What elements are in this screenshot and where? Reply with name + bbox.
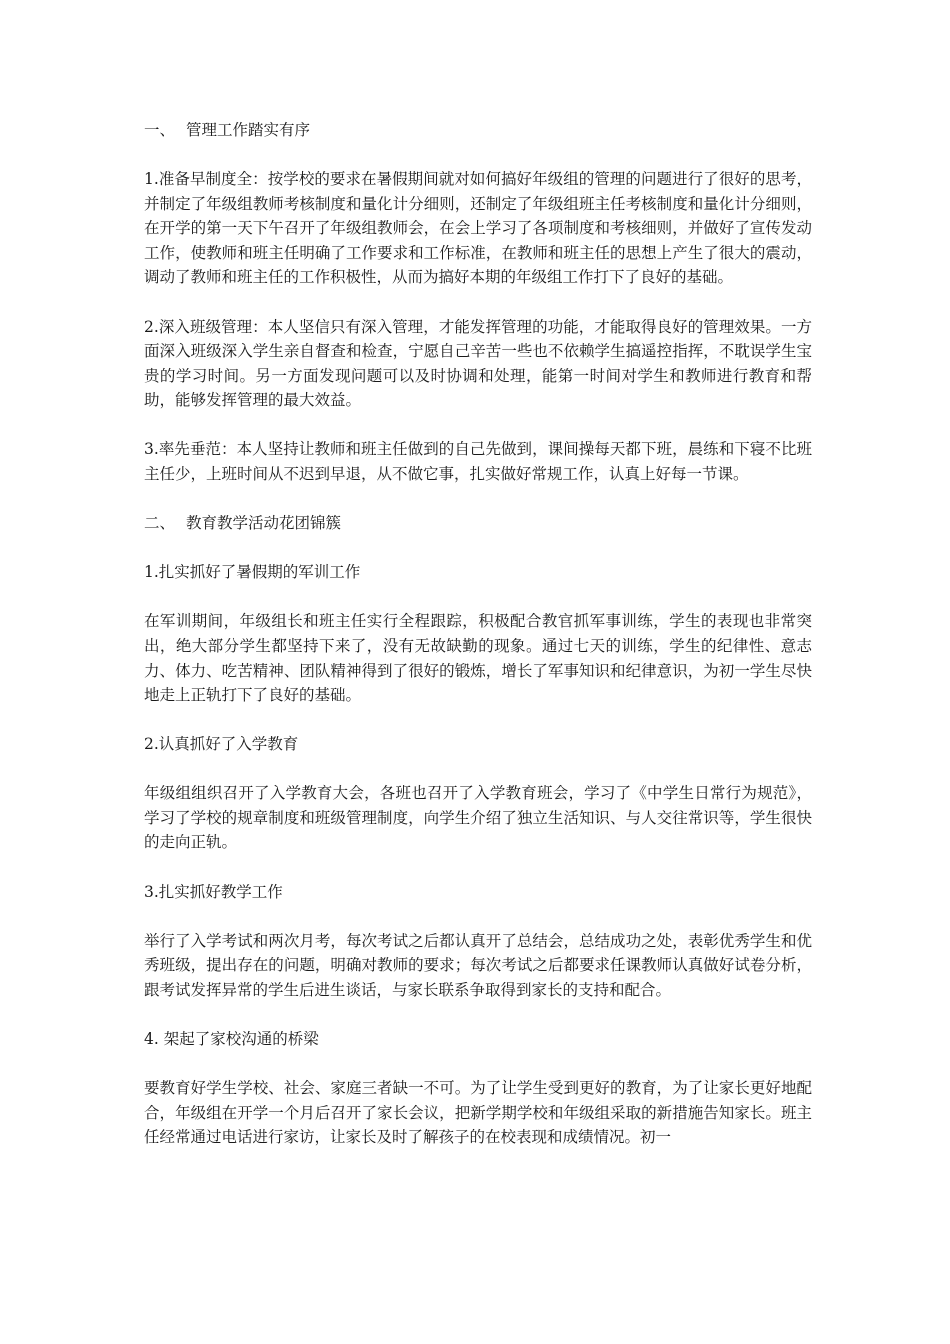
paragraph: 1.准备早制度全：按学校的要求在暑假期间就对如何搞好年级组的管理的问题进行了很好的思考，并制定了年级组教师考核制度和量化计分细则，还制定了年级组班主任考核制度和量化计分细则，在开学的第一天下午召开了年级组教师会，在会上学习了各项制度和考核细则，并做好了宣传发动工作，使教师和班主任明确了工作要求和工作标准，在教师和班主任的思想上产生了很大的震动，调动了教师和班主任的工作积极性，从而为搞好本期的年级组工作打下了良好的基础。	[144, 170, 812, 287]
paragraph: 要教育好学生学校、社会、家庭三者缺一不可。为了让学生受到更好的教育，为了让家长更好地配合，年级组在开学一个月后召开了家长会议，把新学期学校和年级组采取的新措施告知家长。班主任经常通过电话进行家访，让家长及时了解孩子的在校表现和成绩情况。初一	[144, 1079, 812, 1147]
section-heading-1	[144, 118, 812, 143]
section-title: 教育教学活动花团锦簇	[186, 514, 342, 533]
subheading: 1.扎实抓好了暑假期的军训工作	[144, 563, 361, 582]
section-number: 二、	[144, 514, 176, 533]
section-title: 管理工作踏实有序	[186, 121, 311, 139]
paragraph: 举行了入学考试和两次月考，每次考试之后都认真开了总结会，总结成功之处，表彰优秀学生和优秀班级，提出存在的问题，明确对教师的要求；每次考试之后都要求任课教师认真做好试卷分析，跟考试发挥异常的学生后进生谈话，与家长联系争取得到家长的支持和配合。	[144, 931, 812, 999]
subheading: 4. 架起了家校沟通的桥梁	[144, 1029, 319, 1048]
subheading: 2.认真抓好了入学教育	[144, 735, 299, 754]
section-number: 一、	[144, 121, 176, 139]
paragraph: 年级组组织召开了入学教育大会，各班也召开了入学教育班会，学习了《中学生日常行为规范》，学习了学校的规章制度和班级管理制度，向学生介绍了独立生活知识、与人交往常识等，学生很快的走向正轨。	[144, 784, 812, 852]
subheading: 3.扎实抓好教学工作	[144, 882, 283, 901]
paragraph: 在军训期间，年级组长和班主任实行全程跟踪，积极配合教官抓军事训练，学生的表现也非常突出，绝大部分学生都坚持下来了，没有无故缺勤的现象。通过七天的训练，学生的纪律性、意志力、体力、吃苦精神、团队精神得到了很好的锻炼，增长了军事知识和纪律意识，为初一学生尽快地走上正轨打下了良好的基础。	[144, 612, 812, 705]
paragraph: 2.深入班级管理：本人坚信只有深入管理，才能发挥管理的功能，才能取得良好的管理效果。一方面深入班级深入学生亲自督查和检查，宁愿自己辛苦一些也不依赖学生搞遥控指挥，不耽误学生宝贵的学习时间。另一方面发现问题可以及时协调和处理，能第一时间对学生和教师进行教育和帮助，能够发挥管理的最大效益。	[144, 317, 812, 410]
section-heading-2	[144, 511, 812, 536]
paragraph: 3.率先垂范：本人坚持让教师和班主任做到的自己先做到，课间操每天都下班，晨练和下寝不比班主任少，上班时间从不迟到早退，从不做它事，扎实做好常规工作，认真上好每一节课。	[144, 440, 812, 484]
document-body	[144, 118, 812, 1174]
